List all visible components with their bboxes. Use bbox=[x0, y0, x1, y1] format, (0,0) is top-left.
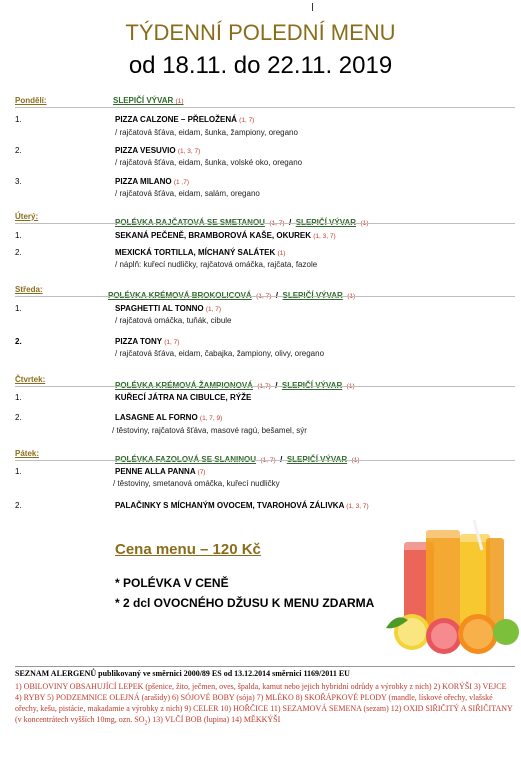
dish-name: PIZZA CALZONE – PŘELOŽENÁ (1, 7) bbox=[115, 115, 255, 124]
dish-number: 1. bbox=[15, 231, 22, 240]
dish-number: 1. bbox=[15, 115, 22, 124]
allergen-list-title: SEZNAM ALERGENŮ publikovaný ve směrnici 2000/89 ES od 13.12.2014 směrnici 1169/2011 EU bbox=[15, 669, 350, 678]
dish-name: PENNE ALLA PANNA (7) bbox=[115, 467, 206, 476]
dish-name: KUŘECÍ JÁTRA NA CIBULCE, RÝŽE bbox=[115, 393, 252, 402]
dish-number: 2. bbox=[15, 413, 22, 422]
legend-divider bbox=[15, 666, 515, 667]
allergen-list: 1) OBILOVINY OBSAHUJÍCÍ LEPEK (pšenice, žito, ječmen, oves, špalda, kamut nebo jejich hybridní odrůdy a výrobky z nich) 2) KORÝŠI 3) VEJCE 4) RYBY 5) PODZEMNICE OLEJNÁ (arašídy) 6) SÓJOVÉ BOBY (sója) 7) MLÉKO 8) SKOŘÁPKOVÉ PLODY (mandle, lískové ořechy, vlašské ořechy, kešu, pistácie, makadamie a výrobky z nich) 9) CELER 10) HOŘČICE 11) SEZAMOVÁ SEMENA (sezam) 12) OXID SIŘIČITÝ A SIŘIČITANY (v koncentrátech vyšších 10mg, ozn. $SO_2$) 13) VLČÍ BOB (lupina) 14) MĚKKÝŠI bbox=[15, 682, 513, 727]
dish-description: / těstoviny, smetanová omáčka, kuřecí nudličky bbox=[113, 479, 280, 488]
dish-number: 2. bbox=[15, 146, 22, 155]
dish-name: PIZZA MILANO (1 ,7) bbox=[115, 177, 189, 186]
divider bbox=[15, 386, 515, 387]
day-label-tuesday: Úterý: bbox=[15, 212, 39, 221]
soup-tuesday: POLÉVKA RAJČATOVÁ SE SMETANOU (1, 7) / SLEPIČÍ VÝVAR (1) bbox=[115, 218, 369, 227]
menu-title: TÝDENNÍ POLEDNÍ MENU bbox=[125, 20, 396, 45]
soup-friday: POLÉVKA FAZOLOVÁ SE SLANINOU (1, 7) / SLEPIČÍ VÝVAR (1) bbox=[115, 455, 360, 464]
dish-name: PIZZA TONY (1, 7) bbox=[115, 337, 180, 346]
divider bbox=[15, 107, 515, 108]
dish-number: 1. bbox=[15, 393, 22, 402]
dish-description: / rajčatová omáčka, tuňák, cibule bbox=[115, 316, 232, 325]
dish-number: 2. bbox=[15, 501, 22, 510]
dish-name: SEKANÁ PEČENĚ, BRAMBOROVÁ KAŠE, OKUREK (1, 3, 7) bbox=[115, 231, 336, 240]
dish-number: 1. bbox=[15, 304, 22, 313]
day-label-friday: Pátek: bbox=[15, 449, 40, 458]
cursor-marker bbox=[312, 3, 313, 11]
dish-name: PIZZA VESUVIO (1, 3, 7) bbox=[115, 146, 201, 155]
dish-number: 2. bbox=[15, 337, 22, 346]
dish-name: LASAGNE AL FORNO (1, 7, 9) bbox=[115, 413, 223, 422]
soup-monday: SLEPIČÍ VÝVAR (1) bbox=[113, 96, 184, 105]
dish-name: SPAGHETTI AL TONNO (1, 7) bbox=[115, 304, 222, 313]
menu-price: Cena menu – 120 Kč bbox=[115, 541, 261, 558]
include-soup: * POLÉVKA V CENĚ bbox=[115, 576, 229, 590]
dish-description: / rajčatová šťáva, eidam, šunka, žampiony, oregano bbox=[115, 128, 298, 137]
dish-number: 1. bbox=[15, 467, 22, 476]
soup-thursday: POLÉVKA KRÉMOVÁ ŽAMPIONOVÁ (1,7) / SLEPIČÍ VÝVAR (1) bbox=[115, 381, 355, 390]
divider bbox=[15, 296, 515, 297]
dish-description: / rajčatová šťáva, eidam, šunka, volské oko, oregano bbox=[115, 158, 303, 167]
divider bbox=[15, 223, 515, 224]
date-range: od 18.11. do 22.11. 2019 bbox=[128, 52, 393, 79]
soup-wednesday: POLÉVKA KRÉMOVÁ BROKOLICOVÁ (1, 7) / SLEPIČÍ VÝVAR (1) bbox=[108, 291, 356, 300]
dish-name: PALAČINKY S MÍCHANÝM OVOCEM, TVAROHOVÁ ZÁLIVKA (1, 3, 7) bbox=[115, 501, 369, 510]
dish-number: 3. bbox=[15, 177, 22, 186]
day-label-wednesday: Středa: bbox=[15, 285, 43, 294]
dish-description: / náplň: kuřecí nudličky, rajčatová omáčka, rajčata, fazole bbox=[115, 260, 318, 269]
dish-description: / těstoviny, rajčatová šťáva, masové ragú, bešamel, sýr bbox=[112, 426, 307, 435]
day-label-monday: Pondělí: bbox=[15, 96, 47, 105]
dish-description: / rajčatová šťáva, eidam, salám, oregano bbox=[115, 189, 260, 198]
divider bbox=[15, 460, 515, 461]
include-juice: * 2 dcl OVOCNÉHO DŽUSU K MENU ZDARMA bbox=[115, 596, 375, 610]
dish-number: 2. bbox=[15, 248, 22, 257]
dish-description: / rajčatová šťáva, eidam, čabajka, žampiony, olivy, oregano bbox=[115, 349, 325, 358]
dish-name: MEXICKÁ TORTILLA, MÍCHANÝ SALÁTEK (1) bbox=[115, 248, 286, 257]
juice-glasses-illustration bbox=[382, 520, 520, 660]
day-label-thursday: Čtvrtek: bbox=[15, 375, 46, 384]
